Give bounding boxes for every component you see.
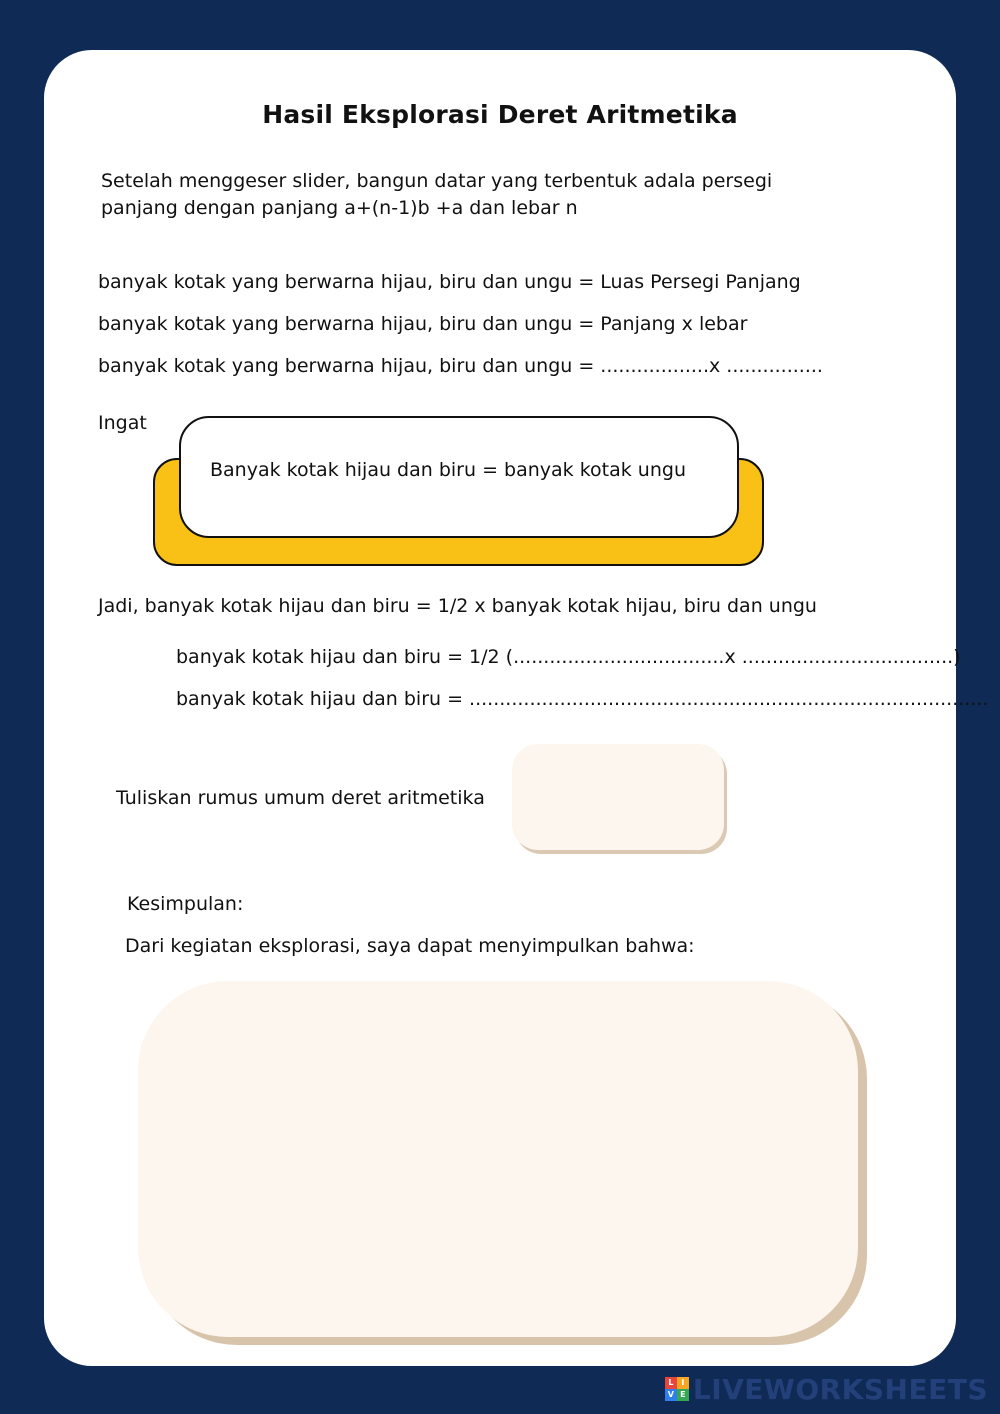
kesimpulan-label: Kesimpulan: bbox=[127, 893, 244, 915]
kesimpulan-prompt: Dari kegiatan eksplorasi, saya dapat menyimpulkan bahwa: bbox=[125, 935, 695, 957]
worksheet-title: Hasil Eksplorasi Deret Aritmetika bbox=[262, 100, 738, 129]
watermark-text: LIVEWORKSHEETS bbox=[692, 1372, 988, 1406]
fill-line-result: banyak kotak hijau dan biru = ...................................................................................... bbox=[176, 688, 989, 710]
statement-panjang-lebar: banyak kotak yang berwarna hijau, biru dan ungu = Panjang x lebar bbox=[98, 313, 748, 335]
statement-fill-in: banyak kotak yang berwarna hijau, biru dan ungu = ..................x ................ bbox=[98, 355, 823, 377]
liveworksheets-logo-icon: L I V E bbox=[665, 1377, 689, 1401]
liveworksheets-watermark bbox=[665, 1374, 988, 1404]
formula-prompt: Tuliskan rumus umum deret aritmetika bbox=[116, 787, 485, 809]
intro-line-1: Setelah menggeser slider, bangun datar yang terbentuk adala persegi bbox=[101, 170, 773, 192]
ingat-label: Ingat bbox=[98, 412, 147, 434]
formula-answer-box[interactable] bbox=[512, 744, 724, 850]
ingat-note-text: Banyak kotak hijau dan biru = banyak kotak ungu bbox=[210, 459, 686, 481]
statement-luas: banyak kotak yang berwarna hijau, biru dan ungu = Luas Persegi Panjang bbox=[98, 271, 801, 293]
fill-line-half: banyak kotak hijau dan biru = 1/2 (...................................x ...................................) bbox=[176, 646, 961, 668]
conclusion-answer-box[interactable] bbox=[138, 981, 858, 1337]
jadi-statement: Jadi, banyak kotak hijau dan biru = 1/2 x banyak kotak hijau, biru dan ungu bbox=[98, 595, 817, 617]
intro-line-2: panjang dengan panjang a+(n-1)b +a dan lebar n bbox=[101, 197, 578, 219]
